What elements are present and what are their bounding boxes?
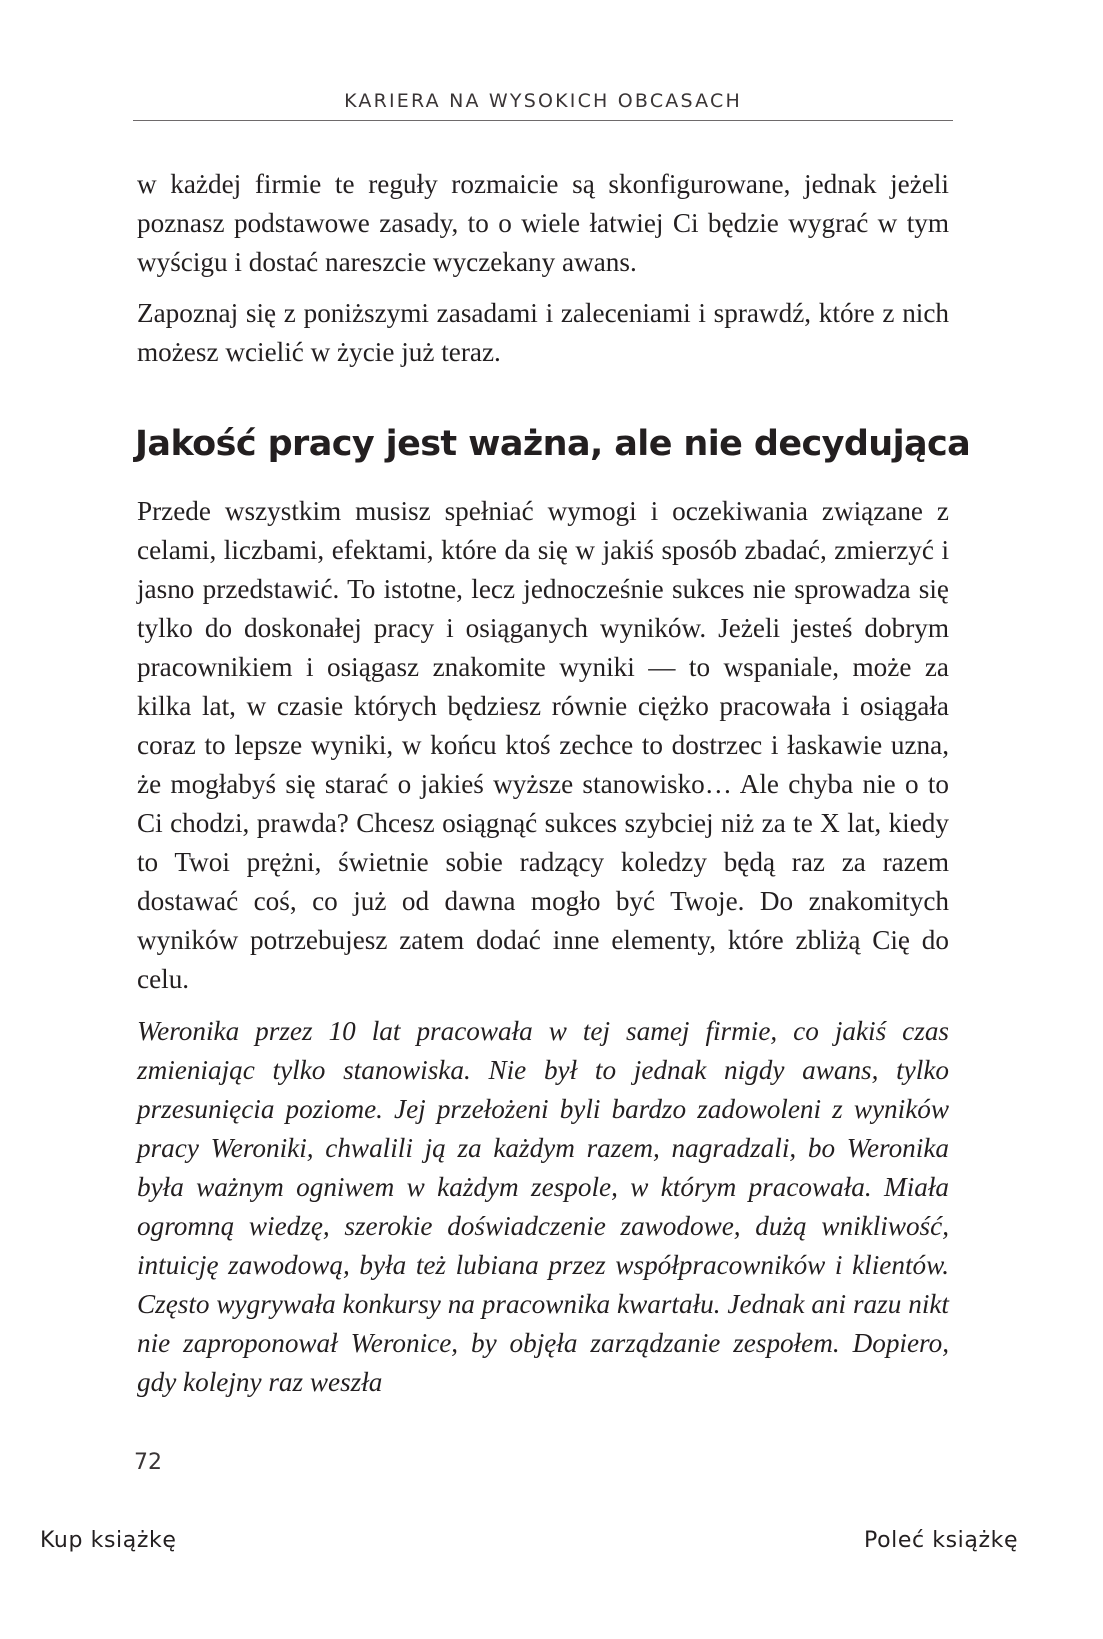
header-rule (133, 120, 953, 121)
page-number: 72 (134, 1450, 162, 1475)
paragraph-rules: Zapoznaj się z poniższymi zasadami i zaleceniami i sprawdź, które z nich możesz wcielić w życie już teraz. (137, 298, 949, 367)
recommend-book-link[interactable]: Poleć książkę (864, 1528, 1019, 1553)
section-heading: Jakość pracy jest ważna, ale nie decydująca (135, 424, 971, 464)
buy-book-link[interactable]: Kup książkę (40, 1528, 177, 1553)
paragraph-example: Weronika przez 10 lat pracowała w tej samej firmie, co jakiś czas zmieniając tylko stanowiska. Nie był to jednak nigdy awans, tylko przesunięcia poziome. Jej przełożeni byli bardzo zadowoleni z wyników pracy Weroniki, chwalili ją za każdym razem, nagradzali, bo Weronika była ważnym ogniwem w każdym zespole, w którym pracowała. Miała ogromną wiedzę, szerokie doświadczenie zawodowe, dużą wnikliwość, intuicję zawodową, była też lubiana przez współpracowników i klientów. Często wygrywała konkursy na pracownika kwartału. Jednak ani razu nikt nie zaproponował Weronice, by objęła zarządzanie zespołem. Dopiero, gdy kolejny raz weszła (137, 1016, 949, 1397)
running-head: KARIERA NA WYSOKICH OBCASACH (344, 90, 742, 112)
paragraph-main: Przede wszystkim musisz spełniać wymogi i oczekiwania związane z celami, liczbami, efektami, które da się w jakiś sposób zbadać, zmierzyć i jasno przedstawić. To istotne, lecz jednocześnie sukces nie sprowadza się tylko do doskonałej pracy i osiąganych wyników. Jeżeli jesteś dobrym pracownikiem i osiągasz znakomite wyniki — to wspaniale, może za kilka lat, w czasie których będziesz równie ciężko pracowała i osiągała coraz to lepsze wyniki, w końcu ktoś zechce to dostrzec i łaskawie uzna, że mogłabyś się starać o jakieś wyższe stanowisko… Ale chyba nie o to Ci chodzi, prawda? Chcesz osiągnąć sukces szybciej niż za te X lat, kiedy to Twoi prężni, świetnie sobie radzący koledzy będą raz za razem dostawać coś, co już od dawna mogło być Twoje. Do znakomitych wyników potrzebujesz zatem dodać inne elementy, które zbliżą Cię do celu. (137, 496, 949, 994)
paragraph-intro: w każdej firmie te reguły rozmaicie są skonfigurowane, jednak jeżeli poznasz podstawowe zasady, to o wiele łatwiej Ci będzie wygrać w tym wyścigu i dostać nareszcie wyczekany awans. (137, 169, 949, 277)
